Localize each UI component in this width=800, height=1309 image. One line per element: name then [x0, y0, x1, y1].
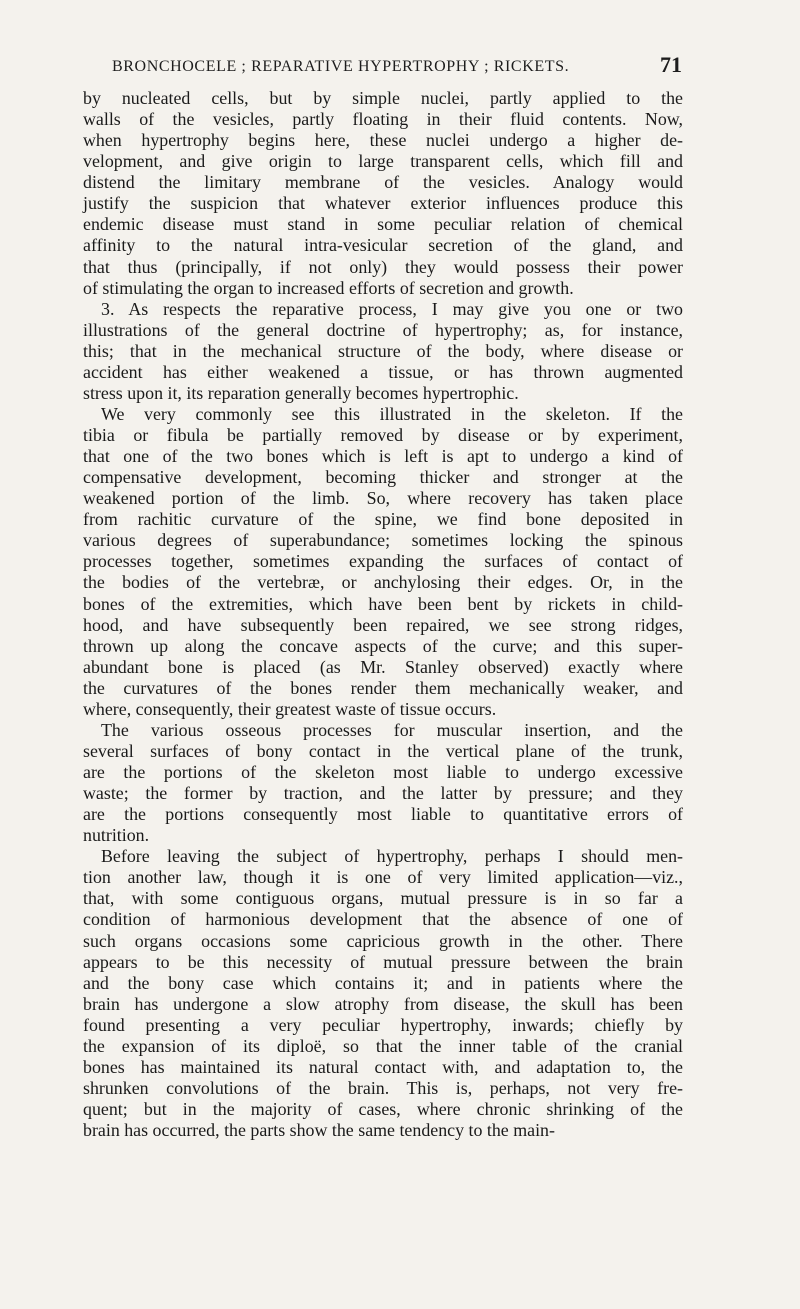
text-line: waste; the former by traction, and the latter by pressure; and they — [83, 783, 683, 804]
text-line: illustrations of the general doctrine of hypertrophy; as, for instance, — [83, 319, 683, 340]
text-line: appears to be this necessity of mutual pressure between the brain — [83, 951, 683, 972]
text-line: affinity to the natural intra-vesicular secretion of the gland, and — [83, 235, 683, 256]
text-line: justify the suspicion that whatever exterior influences produce this — [83, 193, 683, 214]
body-text — [83, 88, 683, 1141]
text-line: the expansion of its diploë, so that the inner table of the cranial — [83, 1035, 683, 1056]
text-line: such organs occasions some capricious growth in the other. There — [83, 930, 683, 951]
text-line: by nucleated cells, but by simple nuclei, partly applied to the — [83, 88, 683, 108]
text-line: shrunken convolutions of the brain. This is, perhaps, not very fre- — [83, 1077, 683, 1098]
text-line: that, with some contiguous organs, mutual pressure is in so far a — [83, 888, 683, 909]
text-line: brain has occurred, the parts show the same tendency to the main- — [83, 1120, 555, 1141]
text-line: The various osseous processes for muscular insertion, and the — [101, 719, 683, 740]
text-line: the curvatures of the bones render them mechanically weaker, and — [83, 677, 683, 698]
text-line: found presenting a very peculiar hypertrophy, inwards; chiefly by — [83, 1014, 683, 1035]
text-line: 3. As respects the reparative process, I may give you one or two — [101, 298, 683, 319]
text-line: compensative development, becoming thicker and stronger at the — [83, 467, 683, 488]
text-line: We very commonly see this illustrated in the skeleton. If the — [101, 403, 683, 424]
text-line: walls of the vesicles, partly floating in their fluid contents. Now, — [83, 109, 683, 130]
text-line: quent; but in the majority of cases, where chronic shrinking of the — [83, 1099, 683, 1119]
paragraph — [83, 404, 683, 720]
paragraph — [83, 299, 683, 404]
text-line: tibia or fibula be partially removed by disease or by experiment, — [83, 425, 683, 445]
text-line: endemic disease must stand in some peculiar relation of chemical — [83, 214, 683, 235]
text-line: Before leaving the subject of hypertrophy, perhaps I should men- — [101, 846, 683, 867]
text-line: weakened portion of the limb. So, where recovery has taken place — [83, 488, 683, 509]
text-line: abundant bone is placed (as Mr. Stanley observed) exactly where — [83, 656, 683, 677]
running-head: BRONCHOCELE ; REPARATIVE HYPERTROPHY ; RICKETS. — [112, 58, 570, 75]
text-line: velopment, and give origin to large transparent cells, which fill and — [83, 151, 683, 172]
paragraph — [83, 720, 683, 846]
paragraph — [83, 88, 683, 299]
text-line: that one of the two bones which is left is apt to undergo a kind of — [83, 446, 683, 467]
text-line: that thus (principally, if not only) they would possess their power — [83, 256, 683, 277]
text-line: thrown up along the concave aspects of the curve; and this super- — [83, 635, 683, 656]
text-line: bones has maintained its natural contact with, and adaptation to, the — [83, 1056, 683, 1077]
text-line: this; that in the mechanical structure of the body, where disease or — [83, 340, 683, 361]
text-line: stress upon it, its reparation generally becomes hypertrophic. — [83, 382, 519, 403]
text-line: accident has either weakened a tissue, or has thrown augmented — [83, 361, 683, 382]
text-line: are the portions consequently most liable to quantitative errors of — [83, 804, 683, 825]
text-line: when hypertrophy begins here, these nuclei undergo a higher de- — [83, 130, 683, 151]
text-line: various degrees of superabundance; sometimes locking the spinous — [83, 530, 683, 551]
page-number: 71 — [660, 52, 682, 77]
text-line: from rachitic curvature of the spine, we find bone deposited in — [83, 509, 683, 530]
text-line: brain has undergone a slow atrophy from disease, the skull has been — [83, 993, 683, 1014]
text-line: hood, and have subsequently been repaired, we see strong ridges, — [83, 614, 683, 635]
text-line: are the portions of the skeleton most liable to undergo excessive — [83, 762, 683, 782]
text-line: several surfaces of bony contact in the vertical plane of the trunk, — [83, 740, 683, 761]
text-line: where, consequently, their greatest waste of tissue occurs. — [83, 698, 497, 719]
text-line: the bodies of the vertebræ, or anchylosing their edges. Or, in the — [83, 572, 683, 593]
text-line: nutrition. — [83, 825, 150, 846]
paragraph — [83, 846, 683, 1141]
text-line: of stimulating the organ to increased efforts of secretion and growth. — [83, 277, 574, 298]
text-line: condition of harmonious development that the absence of one of — [83, 909, 683, 930]
text-line: processes together, sometimes expanding the surfaces of contact of — [83, 551, 683, 572]
text-line: tion another law, though it is one of very limited application—viz., — [83, 867, 683, 888]
text-line: and the bony case which contains it; and in patients where the — [83, 972, 683, 993]
text-line: bones of the extremities, which have been bent by rickets in child- — [83, 593, 683, 614]
text-line: distend the limitary membrane of the vesicles. Analogy would — [83, 172, 683, 193]
